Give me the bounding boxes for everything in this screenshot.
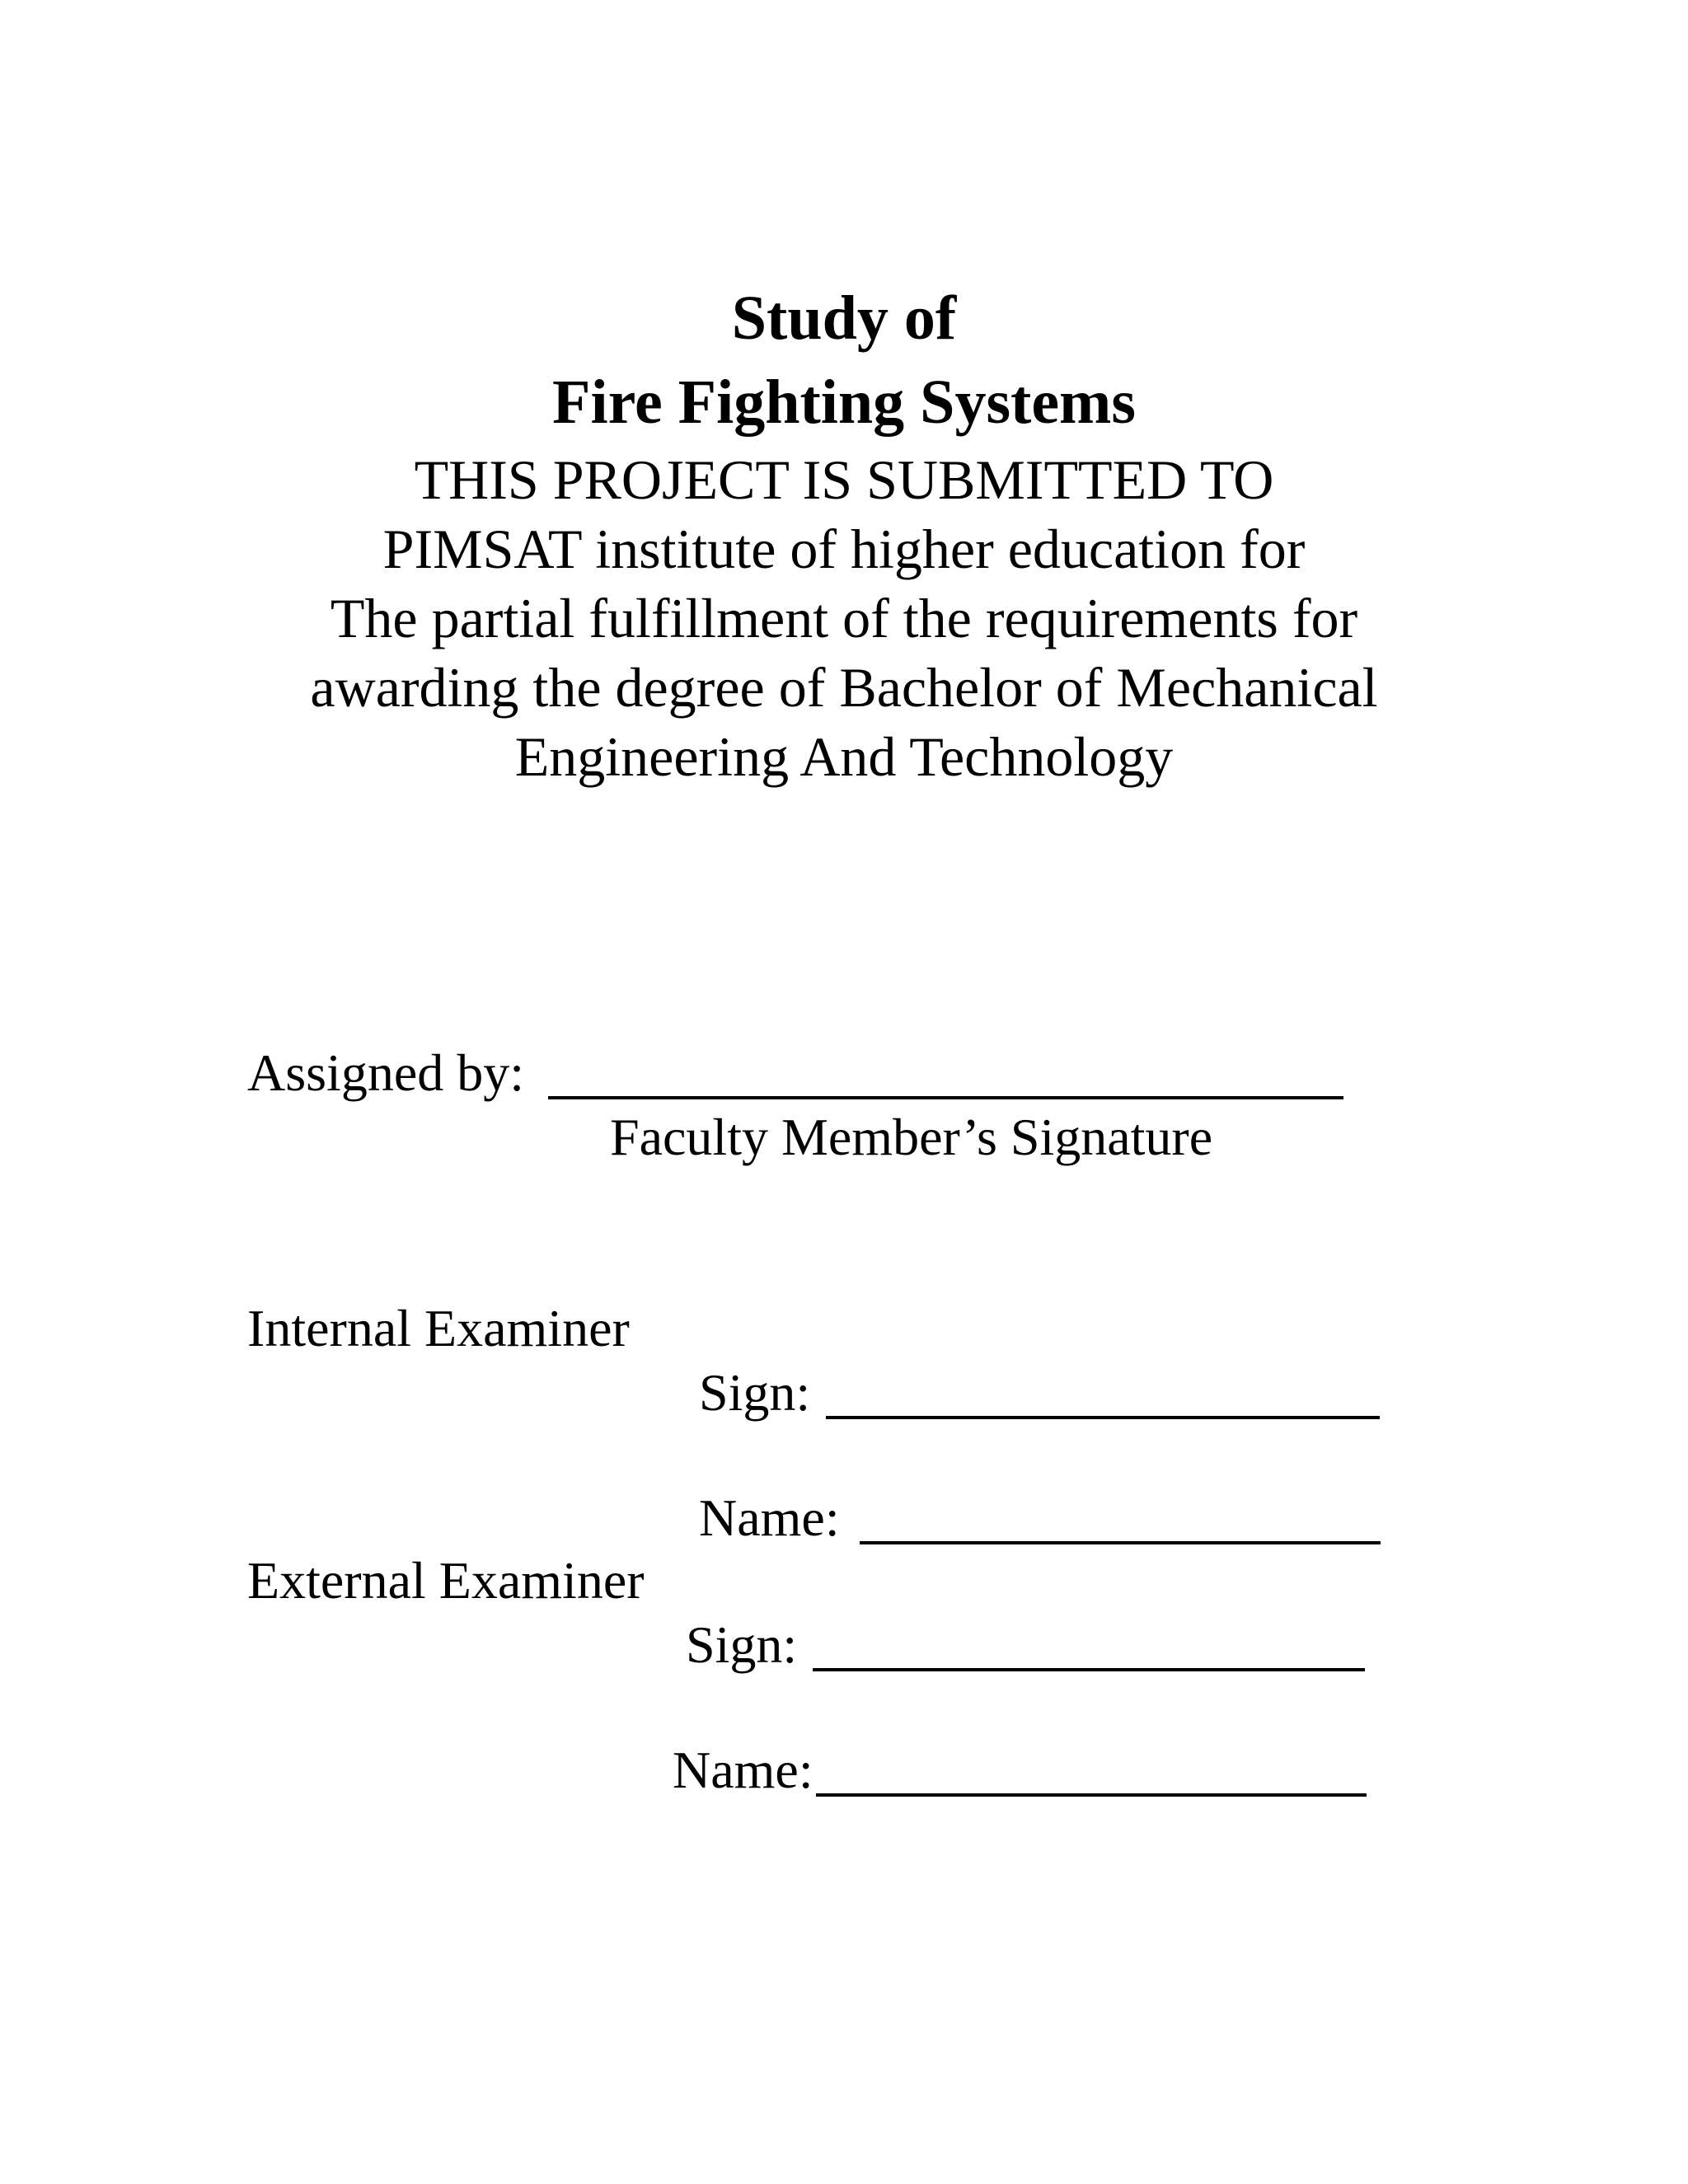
internal-name-label: Name: xyxy=(699,1488,840,1547)
submission-line-5: Engineering And Technology xyxy=(514,725,1174,788)
submission-line-2: PIMSAT institute of higher education for xyxy=(382,518,1306,580)
external-name-line[interactable] xyxy=(816,1793,1367,1797)
external-sign-label: Sign: xyxy=(686,1615,798,1674)
internal-sign-label: Sign: xyxy=(699,1363,811,1422)
submission-line-1: THIS PROJECT IS SUBMITTED TO xyxy=(414,448,1274,511)
submission-line-3: The partial fulfillment of the requirements for xyxy=(330,587,1358,649)
internal-sign-line[interactable] xyxy=(826,1416,1380,1419)
external-name-label: Name: xyxy=(673,1741,814,1799)
faculty-signature-line[interactable] xyxy=(548,1096,1343,1099)
submission-line-4: awarding the degree of Bachelor of Mechanical xyxy=(310,656,1378,719)
internal-examiner-heading: Internal Examiner xyxy=(247,1299,630,1357)
faculty-signature-caption: Faculty Member’s Signature xyxy=(610,1108,1213,1166)
assigned-by-label: Assigned by: xyxy=(247,1043,524,1102)
external-examiner-heading: External Examiner xyxy=(247,1551,645,1610)
title-line-1: Study of xyxy=(731,284,957,353)
external-sign-line[interactable] xyxy=(813,1668,1365,1671)
title-line-2: Fire Fighting Systems xyxy=(552,368,1136,437)
internal-name-line[interactable] xyxy=(860,1541,1381,1544)
